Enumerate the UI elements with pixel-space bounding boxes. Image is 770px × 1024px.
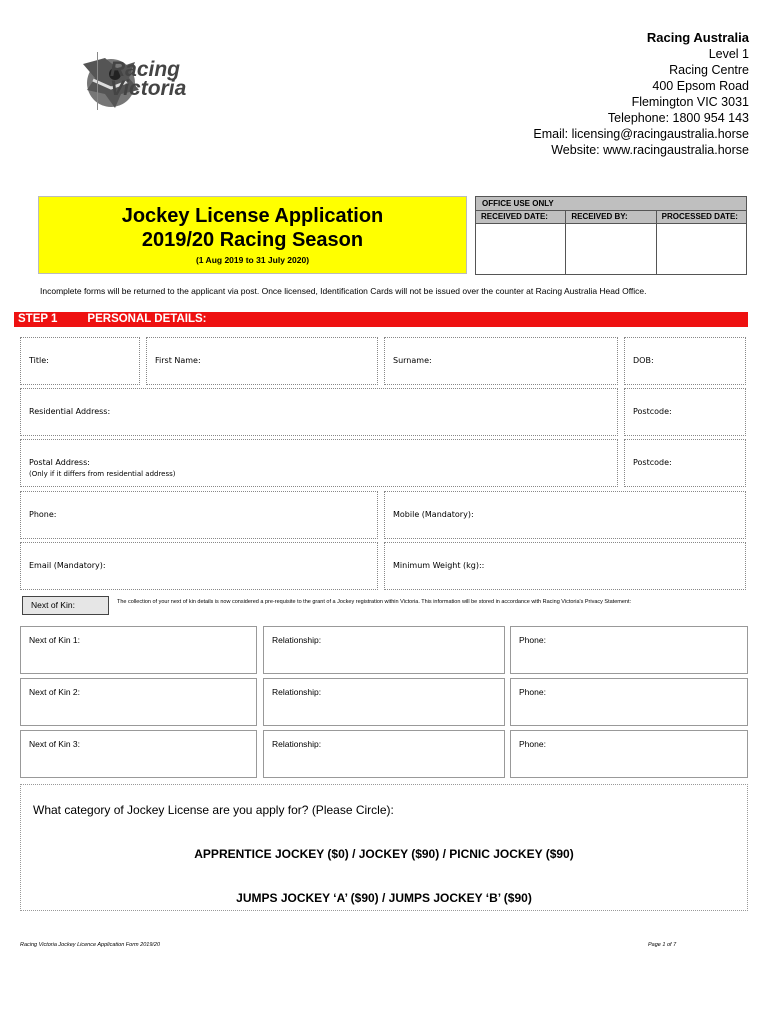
received-date-header: RECEIVED DATE: (476, 211, 566, 223)
office-use-heading: OFFICE USE ONLY (476, 197, 746, 211)
address-line: Racing Centre (669, 63, 749, 77)
next-of-kin-label: Next of Kin: (22, 596, 109, 615)
next-of-kin-info: The collection of your next of kin details is now considered a pre-requisite to the grant of a Jockey registration within Victoria. This information will be stored in accordance with Racing Victoria's Privacy Statement: (117, 599, 632, 605)
kin-phone-3-field[interactable]: Phone: (510, 730, 748, 778)
dob-field[interactable]: DOB: (624, 337, 746, 385)
surname-field[interactable]: Surname: (384, 337, 618, 385)
incomplete-forms-notice: Incomplete forms will be returned to the applicant via post. Once licensed, Identification Cards will not be issued over the counter at Racing Australia Head Office. (40, 286, 647, 296)
logo-divider (97, 52, 98, 110)
address-line: 400 Epsom Road (652, 79, 749, 93)
relationship-2-field[interactable]: Relationship: (263, 678, 505, 726)
address-line: Flemington VIC 3031 (631, 95, 749, 109)
phone-field[interactable]: Phone: (20, 491, 378, 539)
received-date-cell (476, 224, 566, 274)
email: Email: licensing@racingaustralia.horse (533, 127, 749, 141)
telephone: Telephone: 1800 954 143 (607, 111, 749, 125)
next-of-kin-1-field[interactable]: Next of Kin 1: (20, 626, 257, 674)
received-by-cell (566, 224, 656, 274)
page-number: Page 1 of 7 (648, 942, 677, 948)
relationship-1-field[interactable]: Relationship: (263, 626, 505, 674)
kin-phone-2-field[interactable]: Phone: (510, 678, 748, 726)
residential-address-field[interactable]: Residential Address: (20, 388, 618, 436)
license-category-options-1[interactable]: APPRENTICE JOCKEY ($0) / JOCKEY ($90) / PICNIC JOCKEY ($90) (194, 847, 574, 861)
form-title-box (38, 196, 467, 274)
license-category-box (20, 784, 748, 911)
form-season-dates: (1 Aug 2019 to 31 July 2020) (195, 255, 310, 265)
website: Website: www.racingaustralia.horse (551, 143, 749, 157)
form-title: Jockey License Application (121, 205, 384, 227)
next-of-kin-3-field[interactable]: Next of Kin 3: (20, 730, 257, 778)
license-category-options-2[interactable]: JUMPS JOCKEY ‘A’ ($90) / JUMPS JOCKEY ‘B’ ($90) (236, 891, 532, 905)
license-category-question: What category of Jockey License are you apply for? (Please Circle): (33, 803, 394, 817)
organization-address (533, 30, 749, 158)
organization-name: Racing Australia (646, 30, 749, 45)
email-field[interactable]: Email (Mandatory): (20, 542, 378, 590)
office-use-table (475, 196, 747, 275)
received-by-header: RECEIVED BY: (566, 211, 656, 223)
next-of-kin-2-field[interactable]: Next of Kin 2: (20, 678, 257, 726)
logo-wordmark: Racing Victoria (110, 58, 187, 100)
postcode-field[interactable]: Postcode: (624, 388, 746, 436)
footer-form-name: Racing Victoria Jockey Licence Application Form 2019/20 (20, 942, 161, 948)
address-line: Level 1 (708, 47, 749, 61)
first-name-field[interactable]: First Name: (146, 337, 378, 385)
processed-date-cell (657, 224, 746, 274)
title-field[interactable]: Title: (20, 337, 140, 385)
step-number: STEP 1 (18, 313, 58, 325)
relationship-3-field[interactable]: Relationship: (263, 730, 505, 778)
postal-postcode-field[interactable]: Postcode: (624, 439, 746, 487)
step-label: PERSONAL DETAILS: (87, 313, 207, 325)
minimum-weight-field[interactable]: Minimum Weight (kg):: (384, 542, 746, 590)
step1-bar (14, 312, 748, 327)
processed-date-header: PROCESSED DATE: (661, 212, 738, 221)
mobile-field[interactable]: Mobile (Mandatory): (384, 491, 746, 539)
form-season: 2019/20 Racing Season (141, 229, 364, 251)
postal-address-field[interactable]: Postal Address: (Only if it differs from residential address) (20, 439, 618, 487)
kin-phone-1-field[interactable]: Phone: (510, 626, 748, 674)
postal-address-note: (Only if it differs from residential address) (29, 470, 176, 478)
